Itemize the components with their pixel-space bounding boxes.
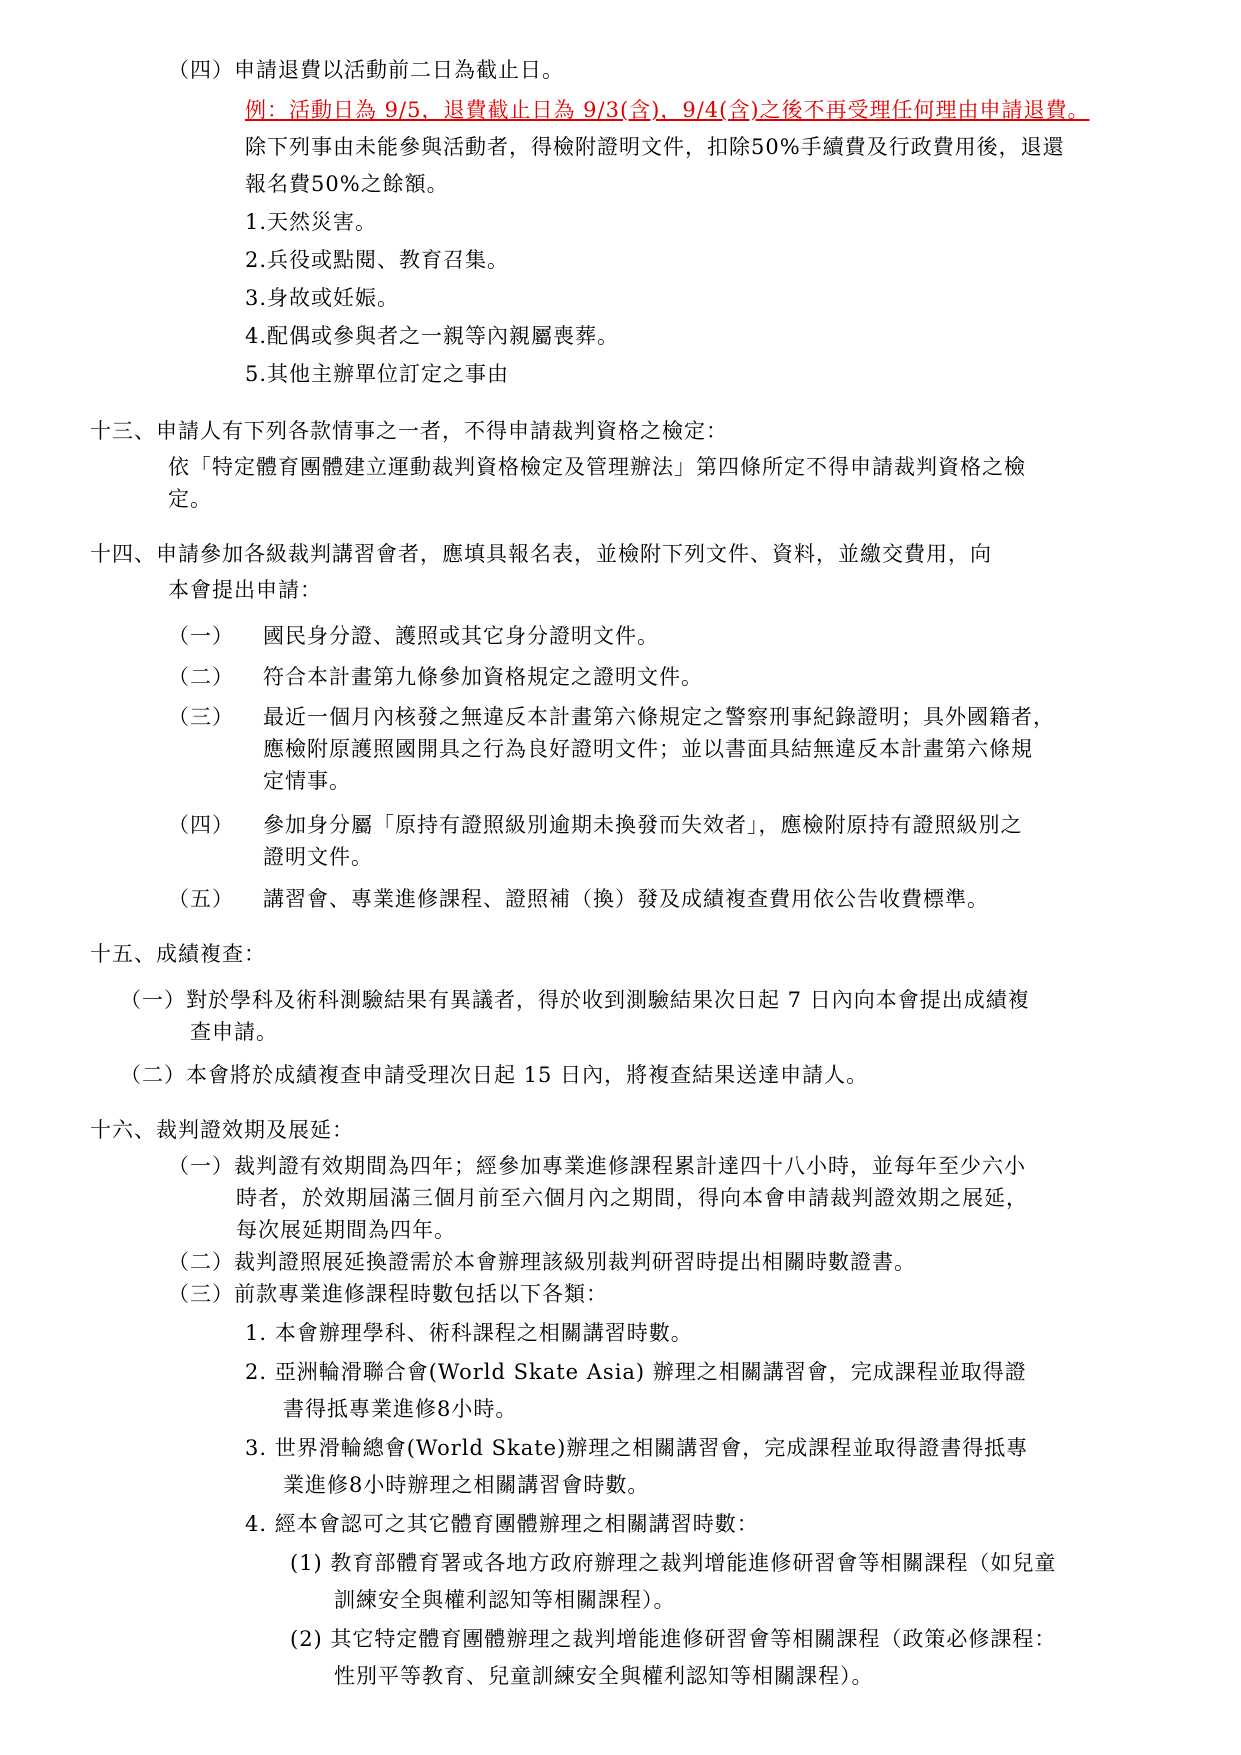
section-15-heading: 十五、成績複查： xyxy=(90,942,266,966)
section-14-heading-line-1: 十四、申請參加各級裁判講習會者，應填具報名表，並檢附下列文件、資料，並繳交費用，向 xyxy=(90,542,992,566)
section-14-item-text: 國民身分證、護照或其它身分證明文件。 xyxy=(263,624,659,648)
section-13-body-line-1: 依「特定體育團體建立運動裁判資格檢定及管理辦法」第四條所定不得申請裁判資格之檢 xyxy=(168,455,1026,479)
section-14-item-text: 應檢附原護照國開具之行為良好證明文件；並以書面具結無違反本計畫第六條規 xyxy=(263,737,1033,761)
refund-exceptions-line-2: 報名費50%之餘額。 xyxy=(245,172,449,196)
refund-reason: 4.配偶或參與者之一親等內親屬喪葬。 xyxy=(245,324,620,348)
refund-reason: 2.兵役或點閱、教育召集。 xyxy=(245,248,510,272)
section-15-item-1-line-1: （一）對於學科及術科測驗結果有異議者，得於收到測驗結果次日起 7 日內向本會提出成績複 xyxy=(120,988,1030,1012)
section-16-paren-2-line-1: (2) 其它特定體育團體辦理之裁判增能進修研習會等相關課程（政策必修課程： xyxy=(290,1627,1057,1651)
section-14-item-text: 符合本計畫第九條參加資格規定之證明文件。 xyxy=(263,665,703,689)
section-13-heading: 十三、申請人有下列各款情事之一者，不得申請裁判資格之檢定： xyxy=(90,419,728,443)
refund-example: 例：活動日為 9/5，退費截止日為 9/3(含)，9/4(含)之後不再受理任何理由申請退費。 xyxy=(245,98,1090,122)
refund-reason: 3.身故或妊娠。 xyxy=(245,286,400,310)
section-14-item-text: 最近一個月內核發之無違反本計畫第六條規定之警察刑事紀錄證明；具外國籍者， xyxy=(263,705,1055,729)
section-14-item-number: （二） xyxy=(168,665,234,689)
section-16-item-1-line-1: （一）裁判證有效期間為四年；經參加專業進修課程累計達四十八小時，並每年至少六小 xyxy=(168,1154,1026,1178)
section-14-item-number: （四） xyxy=(168,813,234,837)
section-16-heading: 十六、裁判證效期及展延： xyxy=(90,1118,354,1142)
section-15-item-2: （二）本會將於成績複查申請受理次日起 15 日內，將複查結果送達申請人。 xyxy=(120,1063,869,1087)
section-14-item-text: 證明文件。 xyxy=(263,845,373,869)
section-16-sub-3-line-1: 3. 世界滑輪總會(World Skate)辦理之相關講習會，完成課程並取得證書得抵專 xyxy=(245,1436,1029,1460)
section-15-item-1-line-2: 查申請。 xyxy=(190,1020,278,1044)
section-16-item-1-line-2: 時者，於效期屆滿三個月前至六個月內之期間，得向本會申請裁判證效期之展延， xyxy=(236,1186,1028,1210)
section-16-item-2: （二）裁判證照展延換證需於本會辦理該級別裁判研習時提出相關時數證書。 xyxy=(168,1250,916,1274)
section-14-item-text: 參加身分屬「原持有證照級別逾期未換發而失效者」，應檢附原持有證照級別之 xyxy=(263,813,1023,837)
section-16-sub-2-line-1: 2. 亞洲輪滑聯合會(World Skate Asia) 辦理之相關講習會，完成課程並取得證 xyxy=(245,1360,1027,1384)
section-13-body-line-2: 定。 xyxy=(168,487,212,511)
section-14-item-text: 講習會、專業進修課程、證照補（換）發及成績複查費用依公告收費標準。 xyxy=(263,887,989,911)
section-16-paren-1-line-2: 訓練安全與權利認知等相關課程）。 xyxy=(334,1588,676,1612)
section-16-paren-1-line-1: (1) 教育部體育署或各地方政府辦理之裁判增能進修研習會等相關課程（如兒童 xyxy=(290,1551,1057,1575)
section-16-sub-3-line-2: 業進修8小時辦理之相關講習會時數。 xyxy=(283,1473,650,1497)
section-16-sub-1: 1. 本會辦理學科、術科課程之相關講習時數。 xyxy=(245,1321,693,1345)
section-14-item-number: （一） xyxy=(168,624,234,648)
refund-reason: 1.天然災害。 xyxy=(245,210,378,234)
section-14-item-text: 定情事。 xyxy=(263,769,351,793)
section-16-item-3: （三）前款專業進修課程時數包括以下各類： xyxy=(168,1282,608,1306)
section-14-item-number: （三） xyxy=(168,705,234,729)
section-16-sub-4: 4. 經本會認可之其它體育團體辦理之相關講習時數： xyxy=(245,1512,759,1536)
section-16-paren-2-line-2: 性別平等教育、兒童訓練安全與權利認知等相關課程）。 xyxy=(334,1664,874,1688)
section-14-item-number: （五） xyxy=(168,887,234,911)
section-16-sub-2-line-2: 書得抵專業進修8小時。 xyxy=(283,1397,518,1421)
refund-exceptions-line-1: 除下列事由未能參與活動者，得檢附證明文件，扣除50%手續費及行政費用後，退還 xyxy=(245,135,1065,159)
section-16-item-1-line-3: 每次展延期間為四年。 xyxy=(236,1218,456,1242)
refund-item-four: （四）申請退費以活動前二日為截止日。 xyxy=(168,58,564,82)
refund-reason: 5.其他主辦單位訂定之事由 xyxy=(245,362,510,386)
section-14-heading-line-2: 本會提出申請： xyxy=(168,578,322,602)
